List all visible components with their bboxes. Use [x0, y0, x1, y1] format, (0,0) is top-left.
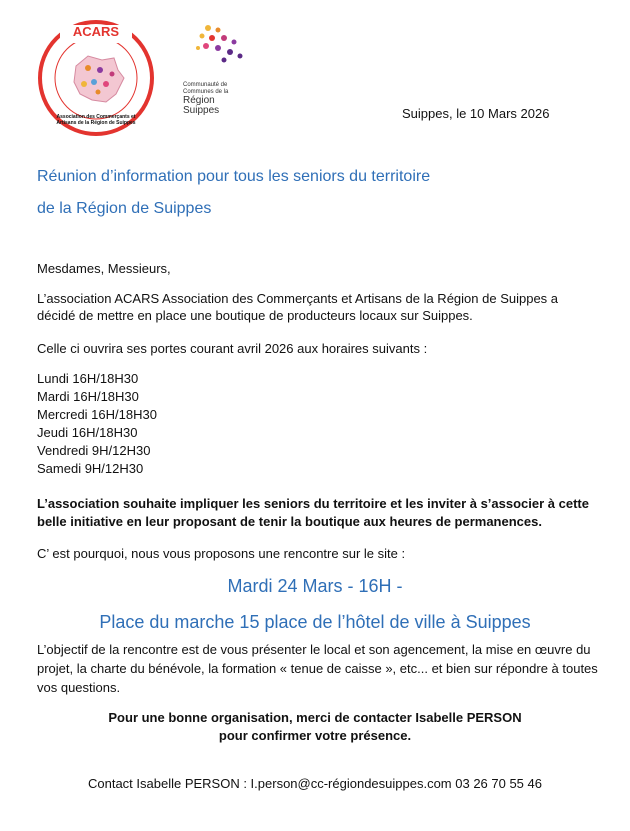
- heading-line-2: de la Région de Suippes: [37, 200, 212, 217]
- hours-item: Lundi 16H/18H30: [37, 371, 139, 386]
- objective-paragraph: L’objectif de la rencontre est de vous présenter le local et son agencement, la mise en œuvre du projet, la charte du bénévole, la formation « tenue de caisse », etc... et bien sur répondre à toutes vos questions.: [37, 642, 598, 695]
- hours-item: Jeudi 16H/18H30: [37, 425, 138, 440]
- organisation-line-1: Pour une bonne organisation, merci de contacter Isabelle PERSON: [108, 710, 522, 725]
- hours-list: [37, 370, 157, 478]
- heading-line-1: Réunion d’information pour tous les seniors du territoire: [37, 168, 431, 185]
- acars-title: ACARS: [72, 24, 120, 39]
- bold-paragraph: L’association souhaite impliquer les seniors du territoire et les inviter à s’associer à cette belle initiative en leur proposant de tenir la boutique aux heures de permanences.: [37, 496, 589, 529]
- salutation: Mesdames, Messieurs,: [37, 261, 171, 276]
- region-line-1: Communauté de: [183, 82, 228, 88]
- region-line-4: Suippes: [183, 105, 220, 116]
- region-line-2: Communes de la: [183, 89, 229, 95]
- hours-item: Samedi 9H/12H30: [37, 461, 144, 476]
- dateline: Suippes, le 10 Mars 2026: [402, 106, 550, 121]
- proposal-paragraph: C’ est pourquoi, nous vous proposons une rencontre sur le site :: [37, 546, 406, 561]
- hours-item: Mardi 16H/18H30: [37, 389, 139, 404]
- acars-ring-text: Association des Commerçants et Artisans de la Région de Suippes: [56, 114, 136, 126]
- contact-line: Contact Isabelle PERSON : I.person@cc-régiondesuippes.com 03 26 70 55 46: [87, 776, 542, 791]
- hours-item: Vendredi 9H/12H30: [37, 443, 151, 458]
- region-line-3: Région: [183, 95, 215, 106]
- hours-item: Mercredi 16H/18H30: [37, 407, 157, 422]
- intro-paragraph: L’association ACARS Association des Commerçants et Artisans de la Région de Suippes a décidé de mettre en place une boutique de producteurs locaux sur Suippes.: [37, 291, 559, 323]
- meeting-date: Mardi 24 Mars - 16H -: [227, 576, 403, 596]
- meeting-place: Place du marche 15 place de l’hôtel de ville à Suippes: [99, 612, 531, 632]
- acars-logo: [36, 18, 156, 138]
- region-logo-text: [183, 82, 243, 116]
- organisation-note: [0, 709, 630, 745]
- opening-paragraph: Celle ci ouvrira ses portes courant avril 2026 aux horaires suivants :: [37, 341, 428, 356]
- organisation-line-2: pour confirmer votre présence.: [218, 728, 412, 743]
